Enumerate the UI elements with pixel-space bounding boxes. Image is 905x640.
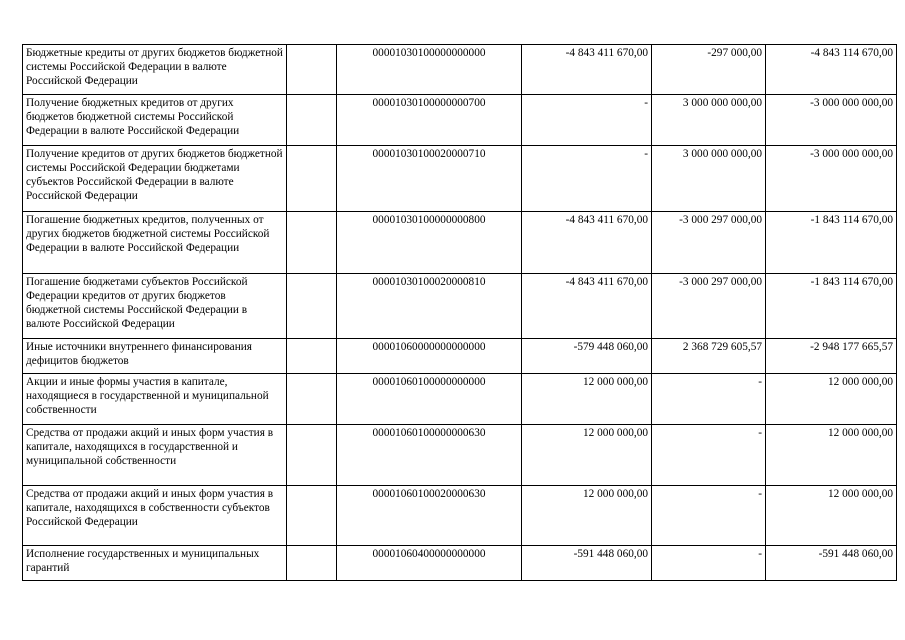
row-value-1: - xyxy=(522,95,652,146)
row-code: 00001060000000000000 xyxy=(337,339,522,374)
table-row xyxy=(23,146,897,212)
row-name: Иные источники внутреннего финансирования дефицитов бюджетов xyxy=(23,339,287,374)
row-value-1: -591 448 060,00 xyxy=(522,546,652,581)
row-value-3: -3 000 000 000,00 xyxy=(766,146,897,212)
table-row xyxy=(23,374,897,425)
row-code: 00001060100020000630 xyxy=(337,486,522,546)
row-value-3: 12 000 000,00 xyxy=(766,486,897,546)
row-value-1: 12 000 000,00 xyxy=(522,374,652,425)
row-value-1: -4 843 411 670,00 xyxy=(522,45,652,95)
row-name: Получение бюджетных кредитов от других бюджетов бюджетной системы Российской Федерации в валюте Российской Федерации xyxy=(23,95,287,146)
row-code: 00001030100020000810 xyxy=(337,274,522,339)
table-spacer xyxy=(287,45,337,95)
row-name: Погашение бюджетами субъектов Российской Федерации кредитов от других бюджетов бюджетной системы Российской Федерации в валюте Российской Федерации xyxy=(23,274,287,339)
row-name: Средства от продажи акций и иных форм участия в капитале, находящихся в государственной и муниципальной собственности xyxy=(23,425,287,486)
row-code: 00001030100020000710 xyxy=(337,146,522,212)
table-row xyxy=(23,95,897,146)
table-row xyxy=(23,339,897,374)
row-value-2: -3 000 297 000,00 xyxy=(652,274,766,339)
row-code: 00001030100000000700 xyxy=(337,95,522,146)
row-code: 00001060400000000000 xyxy=(337,546,522,581)
row-name: Бюджетные кредиты от других бюджетов бюджетной системы Российской Федерации в валюте Российской Федерации xyxy=(23,45,287,95)
row-value-2: - xyxy=(652,546,766,581)
row-value-2: 3 000 000 000,00 xyxy=(652,146,766,212)
table-row xyxy=(23,486,897,546)
row-name: Средства от продажи акций и иных форм участия в капитале, находящихся в собственности субъектов Российской Федерации xyxy=(23,486,287,546)
table-spacer xyxy=(287,212,337,274)
row-value-2: 2 368 729 605,57 xyxy=(652,339,766,374)
row-value-3: -1 843 114 670,00 xyxy=(766,212,897,274)
row-code: 00001030100000000800 xyxy=(337,212,522,274)
table-row xyxy=(23,546,897,581)
table-spacer xyxy=(287,374,337,425)
row-code: 00001060100000000630 xyxy=(337,425,522,486)
row-name: Акции и иные формы участия в капитале, находящиеся в государственной и муниципальной собственности xyxy=(23,374,287,425)
table-spacer xyxy=(287,425,337,486)
row-value-1: 12 000 000,00 xyxy=(522,425,652,486)
table-row xyxy=(23,212,897,274)
row-value-1: -4 843 411 670,00 xyxy=(522,274,652,339)
row-value-3: -3 000 000 000,00 xyxy=(766,95,897,146)
row-name: Исполнение государственных и муниципальных гарантий xyxy=(23,546,287,581)
row-value-2: - xyxy=(652,486,766,546)
table-spacer xyxy=(287,486,337,546)
row-value-2: 3 000 000 000,00 xyxy=(652,95,766,146)
row-value-2: -297 000,00 xyxy=(652,45,766,95)
row-value-1: 12 000 000,00 xyxy=(522,486,652,546)
row-code: 00001030100000000000 xyxy=(337,45,522,95)
table-row xyxy=(23,425,897,486)
row-value-3: 12 000 000,00 xyxy=(766,374,897,425)
table-row xyxy=(23,274,897,339)
row-value-2: - xyxy=(652,425,766,486)
table-spacer xyxy=(287,274,337,339)
row-value-3: 12 000 000,00 xyxy=(766,425,897,486)
table-row xyxy=(23,45,897,95)
row-value-1: -579 448 060,00 xyxy=(522,339,652,374)
row-value-3: -591 448 060,00 xyxy=(766,546,897,581)
row-code: 00001060100000000000 xyxy=(337,374,522,425)
table-spacer xyxy=(287,546,337,581)
row-value-3: -4 843 114 670,00 xyxy=(766,45,897,95)
row-value-2: -3 000 297 000,00 xyxy=(652,212,766,274)
table-spacer xyxy=(287,146,337,212)
row-value-1: - xyxy=(522,146,652,212)
budget-sources-table xyxy=(22,44,897,581)
row-name: Погашение бюджетных кредитов, полученных от других бюджетов бюджетной системы Российской Федерации в валюте Российской Федерации xyxy=(23,212,287,274)
table-spacer xyxy=(287,95,337,146)
row-value-2: - xyxy=(652,374,766,425)
row-value-3: -1 843 114 670,00 xyxy=(766,274,897,339)
table-spacer xyxy=(287,339,337,374)
row-value-3: -2 948 177 665,57 xyxy=(766,339,897,374)
row-value-1: -4 843 411 670,00 xyxy=(522,212,652,274)
row-name: Получение кредитов от других бюджетов бюджетной системы Российской Федерации бюджетами субъектов Российской Федерации в валюте Российской Федерации xyxy=(23,146,287,212)
